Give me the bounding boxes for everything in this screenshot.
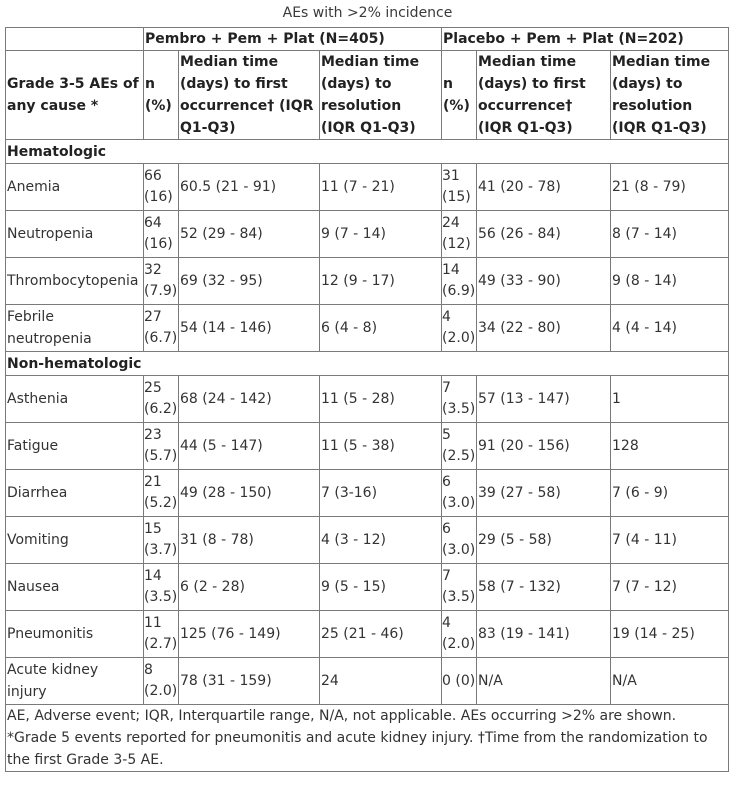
pembro-resolution-cell: 6 (4 - 8) (320, 305, 442, 352)
arm-header-pembro: Pembro + Pem + Plat (N=405) (144, 28, 442, 51)
placebo-n-cell: 24 (12) (442, 211, 477, 258)
pembro-resolution-cell: 7 (3-16) (320, 470, 442, 517)
ae-cell: Nausea (6, 564, 144, 611)
pembro-first-cell: 60.5 (21 - 91) (179, 164, 320, 211)
table-row (6, 564, 729, 611)
pembro-n-cell: 11 (2.7) (144, 611, 179, 658)
pembro-n-cell: 25 (6.2) (144, 376, 179, 423)
placebo-first-cell: 49 (33 - 90) (477, 258, 611, 305)
placebo-n-cell: 5 (2.5) (442, 423, 477, 470)
placebo-n-cell: 14 (6.9) (442, 258, 477, 305)
table-row (6, 258, 729, 305)
placebo-first-cell: N/A (477, 658, 611, 705)
table-row (6, 305, 729, 352)
ae-cell: Febrile neutropenia (6, 305, 144, 352)
ae-cell: Diarrhea (6, 470, 144, 517)
ae-cell: Thrombocytopenia (6, 258, 144, 305)
pembro-n-cell: 15 (3.7) (144, 517, 179, 564)
arm-header-placebo: Placebo + Pem + Plat (N=202) (442, 28, 729, 51)
pembro-resolution-cell: 9 (5 - 15) (320, 564, 442, 611)
placebo-resolution-cell: 1 (611, 376, 729, 423)
placebo-resolution-cell: 19 (14 - 25) (611, 611, 729, 658)
table-row (6, 423, 729, 470)
footnote-row (6, 705, 729, 772)
pembro-n-cell: 23 (5.7) (144, 423, 179, 470)
column-header-pembro-first: Median time (days) to first occurrence† (IQR Q1-Q3) (179, 51, 320, 140)
ae-cell: Anemia (6, 164, 144, 211)
column-header-placebo-n: n (%) (442, 51, 477, 140)
placebo-first-cell: 29 (5 - 58) (477, 517, 611, 564)
pembro-first-cell: 69 (32 - 95) (179, 258, 320, 305)
pembro-first-cell: 54 (14 - 146) (179, 305, 320, 352)
table-row (6, 658, 729, 705)
arm-header-row (6, 28, 729, 51)
placebo-resolution-cell: 21 (8 - 79) (611, 164, 729, 211)
pembro-resolution-cell: 4 (3 - 12) (320, 517, 442, 564)
ae-cell: Asthenia (6, 376, 144, 423)
adverse-events-table (5, 27, 729, 772)
pembro-n-cell: 66 (16) (144, 164, 179, 211)
pembro-n-cell: 8 (2.0) (144, 658, 179, 705)
pembro-first-cell: 44 (5 - 147) (179, 423, 320, 470)
ae-cell: Neutropenia (6, 211, 144, 258)
pembro-resolution-cell: 25 (21 - 46) (320, 611, 442, 658)
pembro-resolution-cell: 12 (9 - 17) (320, 258, 442, 305)
placebo-first-cell: 41 (20 - 78) (477, 164, 611, 211)
pembro-first-cell: 49 (28 - 150) (179, 470, 320, 517)
group-label: Non-hematologic (6, 352, 729, 376)
column-header-pembro-resolution: Median time (days) to resolution (IQR Q1-Q3) (320, 51, 442, 140)
placebo-n-cell: 6 (3.0) (442, 470, 477, 517)
placebo-n-cell: 4 (2.0) (442, 305, 477, 352)
pembro-first-cell: 125 (76 - 149) (179, 611, 320, 658)
placebo-first-cell: 56 (26 - 84) (477, 211, 611, 258)
ae-cell: Fatigue (6, 423, 144, 470)
table-row (6, 517, 729, 564)
placebo-first-cell: 58 (7 - 132) (477, 564, 611, 611)
ae-cell: Acute kidney injury (6, 658, 144, 705)
pembro-resolution-cell: 24 (320, 658, 442, 705)
group-label: Hematologic (6, 140, 729, 164)
placebo-resolution-cell: 7 (6 - 9) (611, 470, 729, 517)
placebo-resolution-cell: 7 (4 - 11) (611, 517, 729, 564)
column-header-placebo-resolution: Median time (days) to resolution (IQR Q1-Q3) (611, 51, 729, 140)
placebo-resolution-cell: 128 (611, 423, 729, 470)
arm-header-blank (6, 28, 144, 51)
ae-cell: Pneumonitis (6, 611, 144, 658)
placebo-resolution-cell: 4 (4 - 14) (611, 305, 729, 352)
pembro-n-cell: 14 (3.5) (144, 564, 179, 611)
group-row (6, 352, 729, 376)
placebo-first-cell: 83 (19 - 141) (477, 611, 611, 658)
pembro-resolution-cell: 11 (7 - 21) (320, 164, 442, 211)
column-header-ae: Grade 3-5 AEs of any cause * (6, 51, 144, 140)
table-row (6, 211, 729, 258)
pembro-first-cell: 52 (29 - 84) (179, 211, 320, 258)
pembro-resolution-cell: 9 (7 - 14) (320, 211, 442, 258)
table-row (6, 164, 729, 211)
pembro-resolution-cell: 11 (5 - 38) (320, 423, 442, 470)
column-header-placebo-first: Median time (days) to first occurrence† (IQR Q1-Q3) (477, 51, 611, 140)
placebo-n-cell: 7 (3.5) (442, 564, 477, 611)
table-row (6, 611, 729, 658)
placebo-n-cell: 31 (15) (442, 164, 477, 211)
placebo-resolution-cell: 8 (7 - 14) (611, 211, 729, 258)
placebo-n-cell: 7 (3.5) (442, 376, 477, 423)
column-header-pembro-n: n (%) (144, 51, 179, 140)
pembro-n-cell: 27 (6.7) (144, 305, 179, 352)
placebo-first-cell: 39 (27 - 58) (477, 470, 611, 517)
pembro-n-cell: 64 (16) (144, 211, 179, 258)
placebo-resolution-cell: 9 (8 - 14) (611, 258, 729, 305)
placebo-n-cell: 4 (2.0) (442, 611, 477, 658)
pembro-resolution-cell: 11 (5 - 28) (320, 376, 442, 423)
placebo-resolution-cell: N/A (611, 658, 729, 705)
table-row (6, 470, 729, 517)
placebo-first-cell: 57 (13 - 147) (477, 376, 611, 423)
column-header-row (6, 51, 729, 140)
table-row (6, 376, 729, 423)
pembro-first-cell: 6 (2 - 28) (179, 564, 320, 611)
group-row (6, 140, 729, 164)
table-caption: AEs with >2% incidence (282, 5, 453, 21)
pembro-first-cell: 31 (8 - 78) (179, 517, 320, 564)
placebo-n-cell: 0 (0) (442, 658, 477, 705)
pembro-first-cell: 78 (31 - 159) (179, 658, 320, 705)
pembro-n-cell: 21 (5.2) (144, 470, 179, 517)
placebo-first-cell: 91 (20 - 156) (477, 423, 611, 470)
placebo-resolution-cell: 7 (7 - 12) (611, 564, 729, 611)
ae-cell: Vomiting (6, 517, 144, 564)
placebo-first-cell: 34 (22 - 80) (477, 305, 611, 352)
table-footnote: AE, Adverse event; IQR, Interquartile range, N/A, not applicable. AEs occurring >2% are shown. *Grade 5 events reported for pneumonitis and acute kidney injury. †Time from the randomization to the first Grade 3-5 AE. (6, 705, 729, 772)
pembro-n-cell: 32 (7.9) (144, 258, 179, 305)
placebo-n-cell: 6 (3.0) (442, 517, 477, 564)
pembro-first-cell: 68 (24 - 142) (179, 376, 320, 423)
